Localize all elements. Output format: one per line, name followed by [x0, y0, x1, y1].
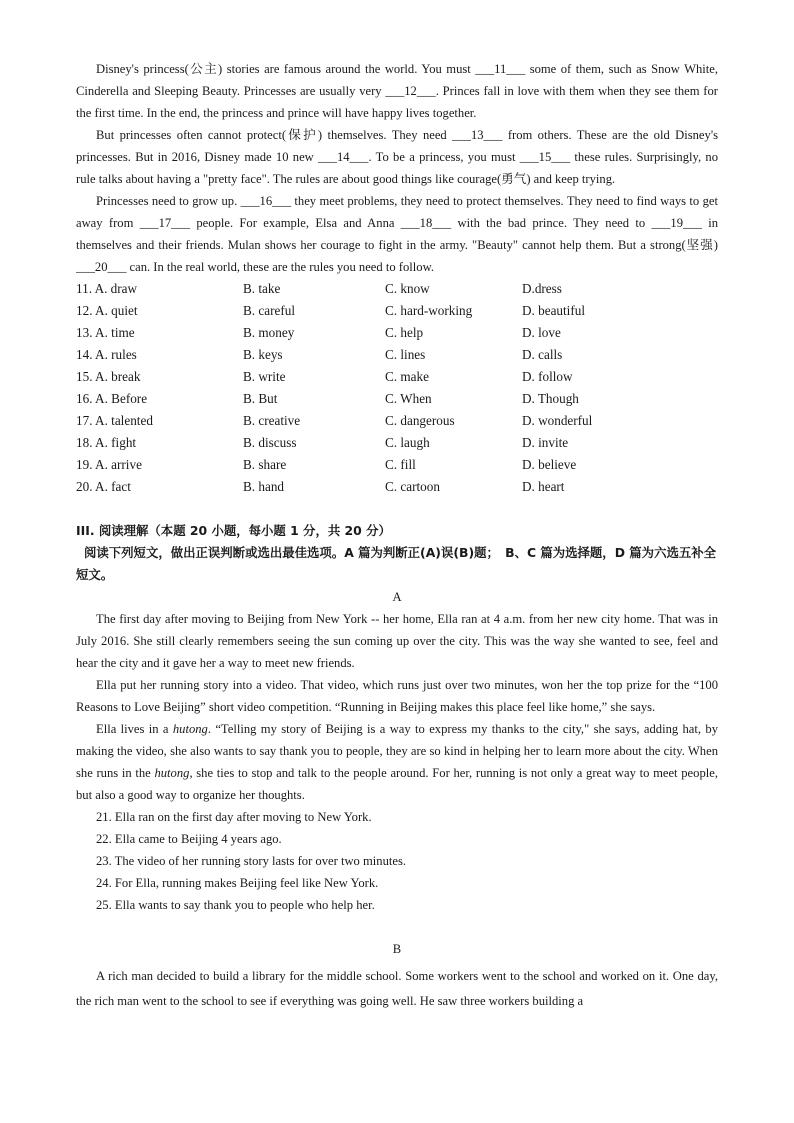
option-row-20 [76, 476, 718, 498]
option-d: D. believe [522, 457, 577, 472]
option-row-13 [76, 322, 718, 344]
option-a: 11. A. draw [76, 281, 138, 296]
option-d: D. follow [522, 369, 573, 384]
option-row-19 [76, 454, 718, 476]
text-segment: Ella lives in a [96, 722, 173, 736]
option-row-17 [76, 410, 718, 432]
option-b: B. money [243, 325, 295, 340]
cloze-paragraph-3: Princesses need to grow up. ___16___ they meet problems, they need to protect themselves. They need to find ways to get away from ___17___ people. For example, Elsa and Anna ___18___ with the bad prince. They need to ___19___ in themselves and their friends. Mulan shows her courage to fight in the army. "Beauty" cannot help them. But a strong(坚强) ___20___ can. In the real world, these are the rules you need to follow. [76, 194, 718, 274]
option-c: C. fill [385, 457, 416, 472]
option-b: B. discuss [243, 435, 297, 450]
question-item: 22. Ella came to Beijing 4 years ago. [96, 832, 282, 846]
option-row-14 [76, 344, 718, 366]
italic-term: hutong [154, 766, 190, 780]
option-a: 13. A. time [76, 325, 135, 340]
option-b: B. creative [243, 413, 301, 428]
option-b: B. share [243, 457, 287, 472]
option-b: B. But [243, 391, 278, 406]
option-b: B. take [243, 281, 281, 296]
option-row-16 [76, 388, 718, 410]
text-segment: , she ties to stop and talk to the people around. For her, running is not only a great way to meet people, but also a good way to organize her thoughts. [76, 766, 718, 802]
passage-a-paragraph-2: Ella put her running story into a video. That video, which runs just over two minutes, won her the top prize for the “100 Reasons to Love Beijing” short video competition. “Running in Beijing makes this place feel like home,” she says. [76, 678, 718, 714]
option-row-15 [76, 366, 718, 388]
option-a: 18. A. fight [76, 435, 137, 450]
question-list [76, 806, 718, 916]
option-d: D. heart [522, 479, 565, 494]
passage-b-paragraph-1: A rich man decided to build a library for the middle school. Some workers went to the school and worked on it. One day, the rich man went to the school to see if everything was going well. He saw three workers building a [76, 969, 718, 1008]
question-item: 23. The video of her running story lasts for over two minutes. [96, 854, 407, 868]
option-a: 17. A. talented [76, 413, 153, 428]
option-c: C. help [385, 325, 424, 340]
option-d: D. calls [522, 347, 563, 362]
option-c: C. laugh [385, 435, 430, 450]
option-b: B. write [243, 369, 286, 384]
option-b: B. keys [243, 347, 283, 362]
option-row-18 [76, 432, 718, 454]
text-segment: . “Telling my story of Beijing is a way to express my thanks to the city," she says, adding hat, by making the video, she also wants to say thank you to people, they are so kind in helping her to learn more about the city. When she runs in the [76, 722, 718, 780]
passage-a-label: A [392, 590, 402, 604]
option-b: B. hand [243, 479, 285, 494]
passage-a-paragraph-1: The first day after moving to Beijing from New York -- her home, Ella ran at 4 a.m. from her new city home. That was in July 2016. She still clearly remembers seeing the sun coming up over the city. This was the way she wanted to see, feel and hear the city and it gave her a way to meet new friends. [76, 612, 718, 670]
option-d: D. beautiful [522, 303, 585, 318]
option-row-11 [76, 278, 718, 300]
cloze-paragraph-2: But princesses often cannot protect(保护) themselves. They need ___13___ from others. These are the old Disney's princesses. But in 2016, Disney made 10 new ___14___. To be a princess, you must ___15___ these rules. Surprisingly, no rule talks about having a "pretty face". The rules are about good things like courage(勇气) and keep trying. [76, 128, 718, 186]
option-d: D. Though [522, 391, 579, 406]
option-c: C. cartoon [385, 479, 440, 494]
section-title: III. 阅读理解（本题 20 小题，每小题 1 分，共 20 分） [76, 523, 391, 538]
option-c: C. hard-working [385, 303, 473, 318]
passage-a-paragraph-3 [76, 718, 718, 806]
option-d: D.dress [522, 281, 562, 296]
question-item: 21. Ella ran on the first day after moving to New York. [96, 810, 372, 824]
cloze-options [76, 278, 718, 498]
option-a: 12. A. quiet [76, 303, 138, 318]
option-a: 20. A. fact [76, 479, 131, 494]
passage-b-label: B [392, 942, 402, 956]
option-d: D. love [522, 325, 561, 340]
cloze-paragraph-1: Disney's princess(公主) stories are famous around the world. You must ___11___ some of them, such as Snow White, Cinderella and Sleeping Beauty. Princesses are usually very ___12___. Princes fall in love with them when they see them for the first time. In the end, the princess and prince will have happy lives together. [76, 62, 718, 120]
question-item: 24. For Ella, running makes Beijing feel like New York. [96, 876, 379, 890]
option-d: D. wonderful [522, 413, 593, 428]
option-a: 19. A. arrive [76, 457, 142, 472]
option-row-12 [76, 300, 718, 322]
option-a: 16. A. Before [76, 391, 148, 406]
exam-page [76, 58, 718, 1014]
option-a: 15. A. break [76, 369, 141, 384]
option-d: D. invite [522, 435, 569, 450]
option-a: 14. A. rules [76, 347, 137, 362]
section-instructions: 阅读下列短文，做出正误判断或选出最佳选项。A 篇为判断正(A)误(B)题； B、C 篇为选择题，D 篇为六选五补全短文。 [76, 545, 717, 582]
option-c: C. lines [385, 347, 426, 362]
option-c: C. make [385, 369, 429, 384]
option-b: B. careful [243, 303, 295, 318]
option-c: C. dangerous [385, 413, 455, 428]
option-c: C. know [385, 281, 430, 296]
option-c: C. When [385, 391, 432, 406]
italic-term: hutong [172, 722, 208, 736]
question-item: 25. Ella wants to say thank you to people who help her. [96, 898, 375, 912]
